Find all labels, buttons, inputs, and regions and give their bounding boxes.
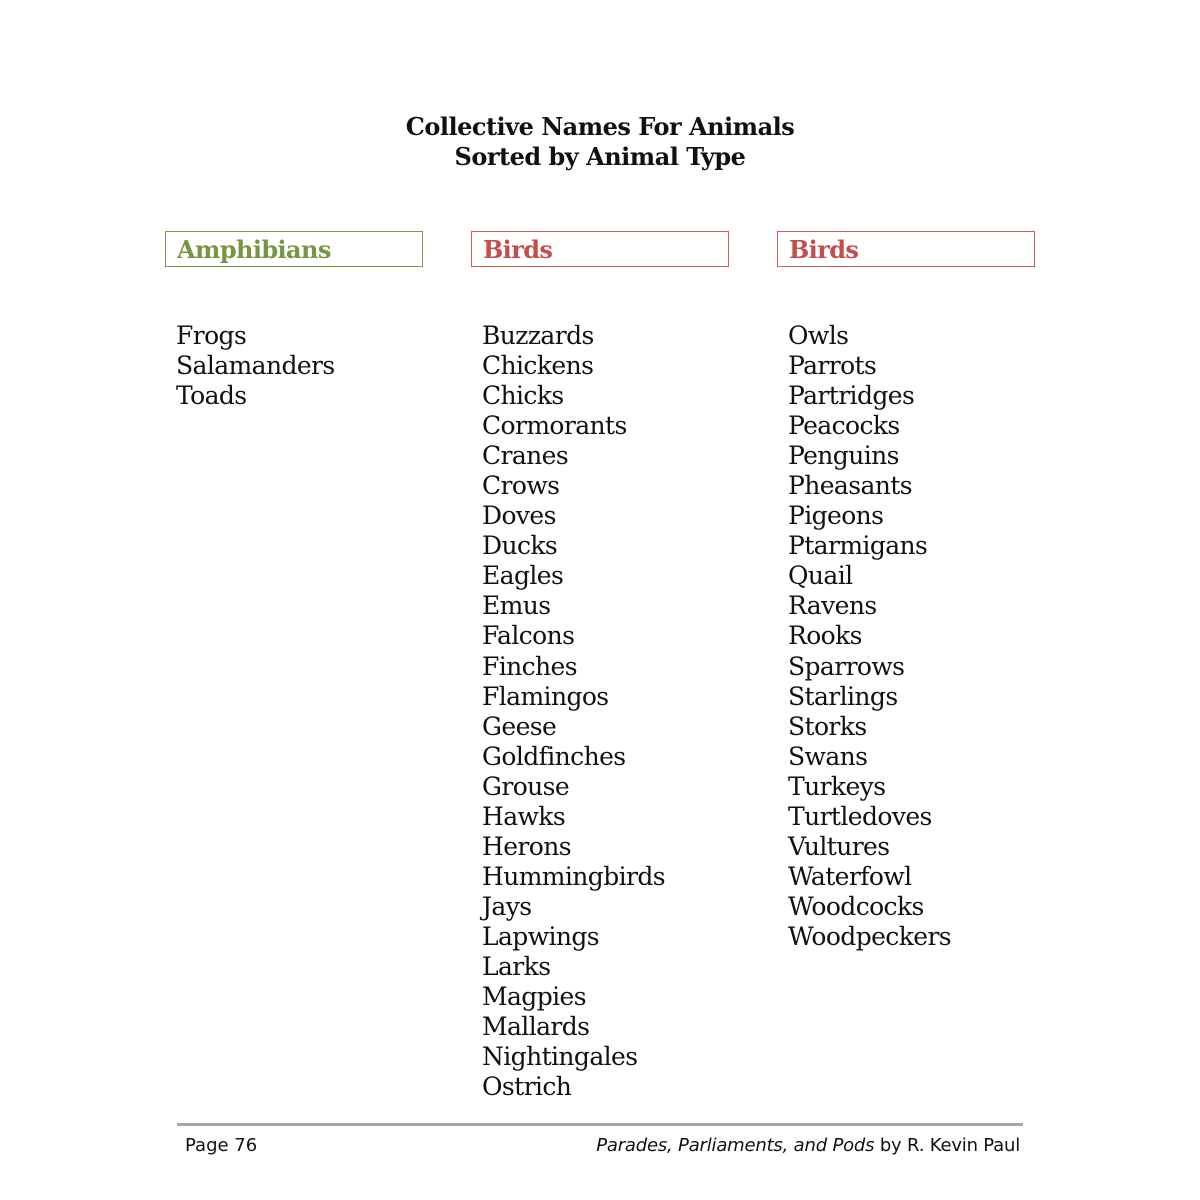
page-number: Page 76 [185, 1135, 258, 1156]
list-item: Cranes [482, 441, 569, 471]
list-item: Geese [482, 711, 557, 741]
column-amphibians [165, 231, 423, 411]
column-heading-birds: Birds [471, 231, 729, 267]
animal-list-amphibians [165, 321, 423, 411]
list-item: Starlings [788, 681, 898, 711]
list-item: Ostrich [482, 1072, 572, 1102]
list-item: Quail [788, 561, 853, 591]
book-title: Parades, Parliaments, and Pods [596, 1135, 875, 1156]
title-line-2: Sorted by Animal Type [454, 142, 746, 171]
list-item: Grouse [482, 771, 570, 801]
list-item: Finches [482, 651, 577, 681]
list-item: Cormorants [482, 411, 627, 441]
list-item: Crows [482, 471, 560, 501]
list-item: Hummingbirds [482, 861, 665, 891]
list-item: Owls [788, 321, 849, 350]
column-birds-1 [471, 231, 729, 1102]
list-item: Waterfowl [788, 861, 912, 891]
list-item: Turkeys [788, 771, 886, 801]
list-item: Emus [482, 591, 551, 621]
list-item: Woodpeckers [788, 921, 952, 951]
list-item: Peacocks [788, 411, 900, 441]
list-item: Magpies [482, 982, 586, 1012]
list-item: Buzzards [482, 321, 594, 350]
list-item: Pigeons [788, 501, 884, 531]
list-item: Parrots [788, 351, 877, 381]
list-item: Larks [482, 951, 551, 981]
title-line-1: Collective Names For Animals [405, 112, 795, 141]
list-item: Ravens [788, 591, 877, 621]
animal-list-birds-1 [471, 321, 729, 1102]
page-title [0, 112, 1200, 172]
list-item: Mallards [482, 1012, 590, 1042]
list-item: Lapwings [482, 921, 600, 951]
list-item: Herons [482, 831, 571, 861]
list-item: Flamingos [482, 681, 609, 711]
list-item: Goldfinches [482, 741, 626, 771]
list-item: Swans [788, 741, 868, 771]
list-item: Chicks [482, 381, 564, 411]
author-byline: by R. Kevin Paul [874, 1135, 1020, 1156]
list-item: Ducks [482, 531, 558, 561]
list-item: Sparrows [788, 651, 905, 681]
list-item: Turtledoves [788, 801, 932, 831]
column-heading-amphibians: Amphibians [165, 231, 423, 267]
list-item: Frogs [176, 321, 247, 350]
column-birds-2 [777, 231, 1035, 952]
list-item: Partridges [788, 381, 915, 411]
footer-divider [177, 1123, 1023, 1126]
list-item: Nightingales [482, 1042, 638, 1072]
list-item: Ptarmigans [788, 531, 928, 561]
list-item: Pheasants [788, 471, 912, 501]
animal-list-birds-2 [777, 321, 1035, 952]
list-item: Storks [788, 711, 867, 741]
list-item: Vultures [788, 831, 890, 861]
column-heading-birds-continued: Birds [777, 231, 1035, 267]
list-item: Eagles [482, 561, 564, 591]
list-item: Chickens [482, 351, 594, 381]
list-item: Falcons [482, 621, 575, 651]
list-item: Woodcocks [788, 891, 924, 921]
list-item: Salamanders [176, 351, 335, 381]
list-item: Hawks [482, 801, 566, 831]
list-item: Doves [482, 501, 556, 531]
list-item: Jays [482, 891, 532, 921]
list-item: Rooks [788, 621, 862, 651]
list-item: Toads [176, 381, 247, 411]
footer-credit [596, 1134, 1020, 1158]
list-item: Penguins [788, 441, 899, 471]
